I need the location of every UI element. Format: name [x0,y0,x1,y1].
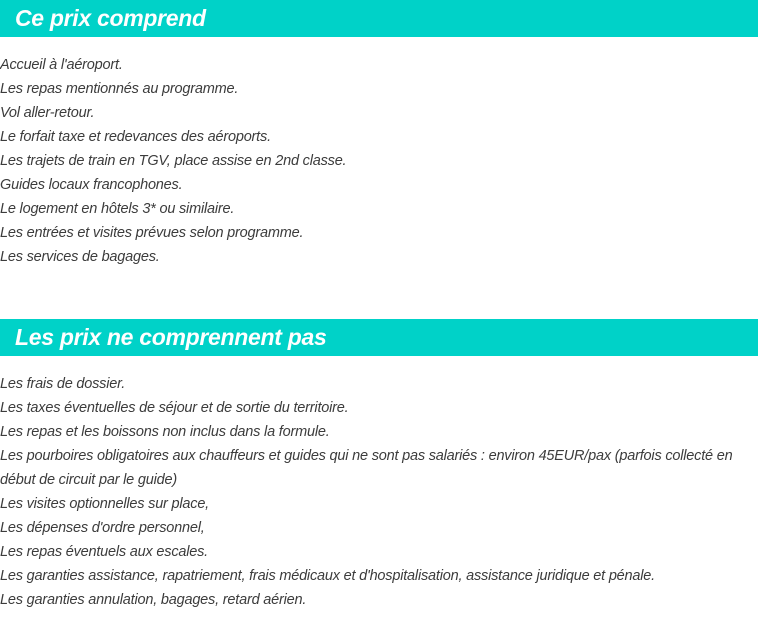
list-item: Les visites optionnelles sur place, [0,496,210,512]
price-excludes-header [0,319,758,356]
list-item: Les entrées et visites prévues selon programme. [0,225,304,241]
price-includes-list [0,37,758,269]
list-item: Le logement en hôtels 3* ou similaire. [0,201,235,217]
list-item: Vol aller-retour. [0,105,95,121]
price-includes-title: Ce prix comprend [15,5,206,31]
price-includes-section [0,0,758,269]
list-item: Les trajets de train en TGV, place assise en 2nd classe. [0,153,347,169]
list-item: Les garanties annulation, bagages, retard aérien. [0,592,307,608]
price-excludes-section [0,319,758,612]
price-excludes-title: Les prix ne comprennent pas [15,324,327,350]
list-item: Les pourboires obligatoires aux chauffeurs et guides qui ne sont pas salariés : environ 45EUR/pax (parfois collecté en début de circuit par le guide) [0,448,733,488]
list-item: Accueil à l'aéroport. [0,57,123,73]
list-item: Les garanties assistance, rapatriement, frais médicaux et d'hospitalisation, assistance juridique et pénale. [0,568,655,584]
list-item: Les taxes éventuelles de séjour et de sortie du territoire. [0,400,349,416]
list-item: Les frais de dossier. [0,376,126,392]
list-item: Les dépenses d'ordre personnel, [0,520,205,536]
price-includes-header [0,0,758,37]
list-item: Guides locaux francophones. [0,177,183,193]
list-item: Les repas éventuels aux escales. [0,544,209,560]
list-item: Les services de bagages. [0,249,160,265]
price-excludes-list [0,356,758,612]
list-item: Le forfait taxe et redevances des aéroports. [0,129,271,145]
list-item: Les repas mentionnés au programme. [0,81,239,97]
list-item: Les repas et les boissons non inclus dans la formule. [0,424,330,440]
